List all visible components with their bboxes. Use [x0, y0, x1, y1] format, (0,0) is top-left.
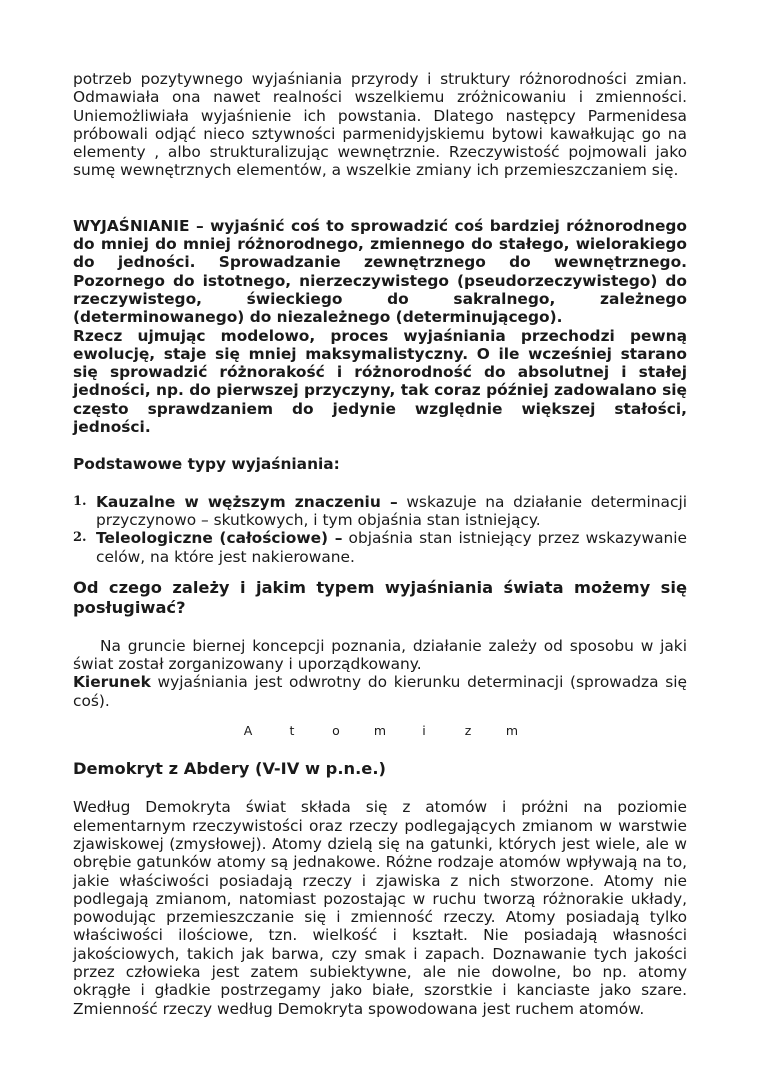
document-page [73, 70, 687, 1018]
intro-paragraph: potrzeb pozytywnego wyjaśniania przyrody i struktury różnorodności zmian. Odmawiała ona nawet realności wszelkiemu zróżnicowaniu i zmienności. Uniemożliwiała wyjaśnienie ich powstania. Dlatego następcy Parmenidesa próbowali odjąć nieco sztywności parmenidyjskiemu bytowi kawałkując go na elementy , albo strukturalizując wewnętrznie. Rzeczywistość pojmowali jako sumę wewnętrznych elementów, a wszelkie zmiany ich przemieszczaniem się. [73, 70, 687, 180]
democritus-paragraph: Według Demokryta świat składa się z atomów i próżni na poziomie elementarnym rzeczywistości oraz rzeczy podlegających zmianom w warstwie zjawiskowej (zmysłowej). Atomy dzielą się na gatunki, których jest wiele, ale w obrębie gatunków atomy są jednakowe. Różne rodzaje atomów wpływają na to, jakie właściwości posiadają rzeczy i zjawiska z nich stworzone. Atomy nie podlegają zmianom, natomiast pozostając w ruchu tworzą różnorakie układy, powodując przemieszczanie się i zmienność rzeczy. Atomy posiadają tylko właściwości ilościowe, tzn. wielkość i kształt. Nie posiadają własności jakościowych, takich jak barwa, czy smak i zapach. Doznawanie tych jakości przez człowieka jest zatem subiektywne, ale nie dowolne, bo np. atomy okrągłe i gładkie postrzegamy jako białe, szorstkie i kanciaste jako szare. Zmienność rzeczy według Demokryta spowodowana jest ruchem atomów. [73, 798, 687, 1018]
section-letter: t [289, 723, 295, 739]
democritus-heading: Demokryt z Abdery (V-IV w p.n.e.) [73, 759, 386, 779]
definition-paragraph: WYJAŚNIANIE – wyjaśnić coś to sprowadzić coś bardziej różnorodnego do mniej do mniej różnorodnego, zmiennego do stałego, wielorakiego do jedności. Sprowadzanie zewnętrznego do wewnętrznego. Pozornego do istotnego, nierzeczywistego (pseudorzeczywistego) do rzeczywistego, świeckiego do sakralnego, zależnego (determinowanego) do niezależnego (determinującego). [73, 216, 687, 327]
section-letter: o [332, 723, 340, 739]
section-letter: i [422, 723, 426, 739]
types-list [73, 493, 687, 566]
section-letter: A [243, 723, 253, 739]
types-heading: Podstawowe typy wyjaśniania: [73, 455, 340, 474]
list-description: wskazuje na działanie determinacji przyczynowo – skutkowych, i tym objaśnia stan istniejący. [96, 492, 687, 529]
section-title-atomizm [73, 722, 687, 740]
direction-paragraph [73, 673, 687, 710]
section-letter: m [373, 723, 387, 739]
list-number: 1. [73, 493, 87, 509]
section-letter: z [464, 723, 472, 739]
list-number: 2. [73, 530, 87, 546]
question-heading: Od czego zależy i jakim typem wyjaśniania świata możemy się posługiwać? [73, 577, 687, 617]
list-item [73, 529, 687, 566]
list-description: objaśnia stan istniejący przez wskazywanie celów, na które jest nakierowane. [96, 529, 687, 566]
direction-text: wyjaśniania jest odwrotny do kierunku determinacji (sprowadza się coś). [73, 673, 687, 710]
list-item [73, 493, 687, 530]
direction-term: Kierunek [73, 673, 151, 692]
answer-paragraph: Na gruncie biernej koncepcji poznania, działanie zależy od sposobu w jaki świat został zorganizowany i uporządkowany. [73, 636, 687, 674]
list-term: Teleologiczne (całościowe) – [96, 529, 343, 548]
section-letter: m [505, 723, 519, 739]
evolution-paragraph: Rzecz ujmując modelowo, proces wyjaśniania przechodzi pewną ewolucję, staje się mniej maksymalistyczny. O ile wcześniej starano się sprowadzić różnorakość i różnorodność do absolutnej i stałej jedności, np. do pierwszej przyczyny, tak coraz później zadowalano się często sprawdzaniem do jedynie względnie większej stałości, jedności. [73, 326, 687, 437]
list-term: Kauzalne w węższym znaczeniu – [96, 492, 398, 511]
